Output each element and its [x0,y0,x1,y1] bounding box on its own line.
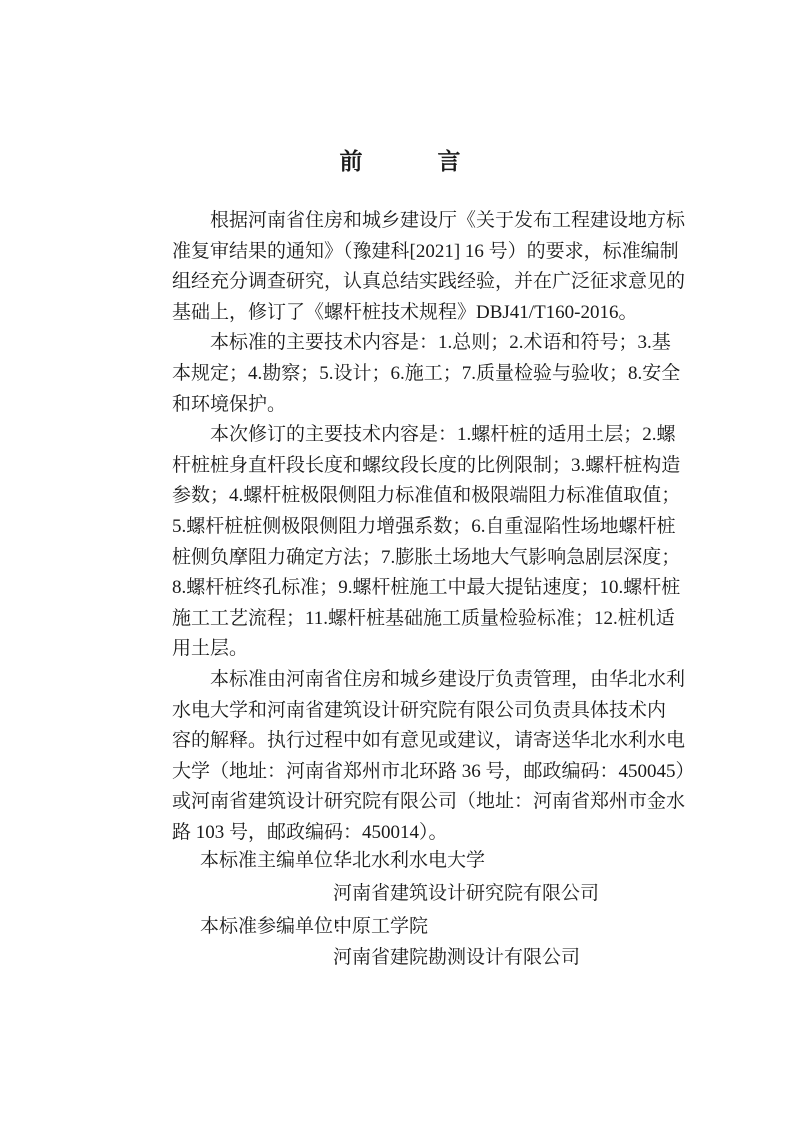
paragraph-line: 本标准由河南省住房和城乡建设厅负责管理，由华北水利 [210,668,686,690]
paragraph-line: 大学（地址：河南省郑州市北环路 36 号，邮政编码：450045） [172,760,695,782]
paragraph-line: 本次修订的主要技术内容是：1.螺杆桩的适用土层；2.螺 [210,424,676,446]
participating-unit: 中原工学院 [333,916,429,937]
paragraph-line: 和环境保护。 [172,393,287,415]
paragraph-line: 容的解释。执行过程中如有意见或建议，请寄送华北水利水电 [172,730,686,752]
page-title: 前 言 [339,149,487,174]
paragraph-line: 准复审结果的通知》（豫建科[2021] 16 号）的要求，标准编制 [172,240,679,262]
paragraph-line: 用土层。 [172,638,249,660]
paragraph-line: 本标准的主要技术内容是：1.总则；2.术语和符号；3.基 [210,332,671,354]
paragraph-line: 根据河南省住房和城乡建设厅《关于发布工程建设地方标 [210,210,686,231]
paragraph-line: 5.螺杆桩桩侧极限侧阻力增强系数；6.自重湿陷性场地螺杆桩 [172,515,676,537]
preface-body [172,206,695,848]
paragraph [172,420,681,665]
paragraph-line: 水电大学和河南省建筑设计研究院有限公司负责具体技术内 [172,699,667,721]
paragraph-line: 施工工艺流程；11.螺杆桩基础施工质量检验标准；12.桩机适 [172,607,675,629]
paragraph [172,206,686,328]
paragraph-line: 本规定；4.勘察；5.设计；6.施工；7.质量检验与验收；8.安全 [172,362,681,384]
chief-editor-unit: 华北水利水电大学 [333,850,486,871]
participating-unit: 河南省建院勘测设计有限公司 [333,947,581,968]
paragraph-line: 杆桩桩身直杆段长度和螺纹段长度的比例限制；3.螺杆桩构造 [172,454,681,476]
paragraph-line: 桩侧负摩阻力确定方法；7.膨胀土场地大气影响急剧层深度； [172,546,681,568]
chief-editor-unit: 河南省建筑设计研究院有限公司 [333,883,600,904]
paragraph-line: 基础上，修订了《螺杆桩技术规程》DBJ41/T160-2016。 [172,301,638,323]
paragraph-line: 组经充分调查研究，认真总结实践经验，并在广泛征求意见的 [172,271,686,293]
paragraph-line: 参数；4.螺杆桩极限侧阻力标准值和极限端阻力标准值取值； [172,485,681,507]
paragraph-line: 路 103 号，邮政编码：450014）。 [172,821,448,843]
participating-label: 本标准参编单位： [200,916,353,937]
paragraph-line: 8.螺杆桩终孔标准；9.螺杆桩施工中最大提钻速度；10.螺杆桩 [172,577,681,599]
chief-editor-label: 本标准主编单位： [200,850,353,871]
paragraph [172,328,681,420]
paragraph [172,665,695,849]
paragraph-line: 或河南省建筑设计研究院有限公司（地址：河南省郑州市金水 [172,791,686,813]
